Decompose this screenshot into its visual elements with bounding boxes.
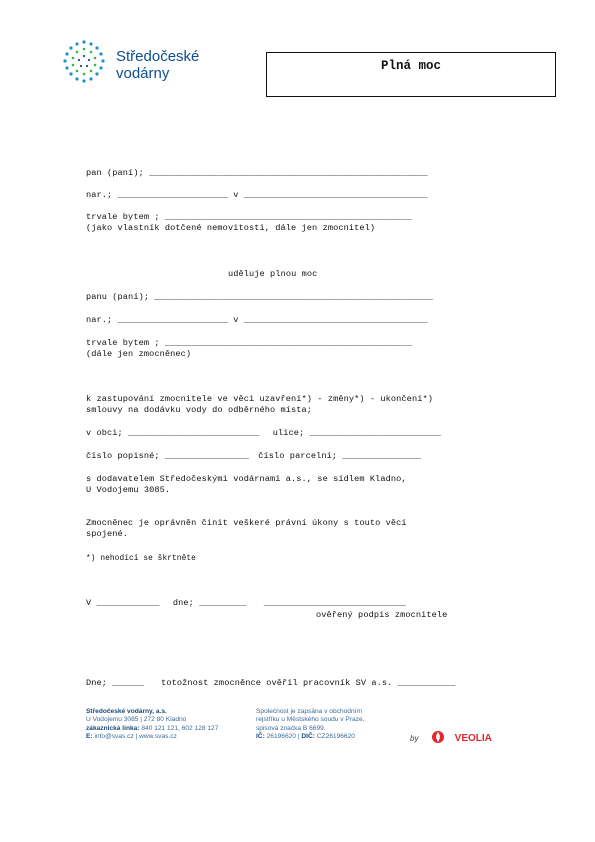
agent-born-field[interactable]: _____________________ (117, 315, 228, 325)
by-text: by (410, 734, 419, 743)
principal-name-label: pan (paní); (86, 168, 144, 178)
footer-company-block (86, 708, 218, 742)
signature-field[interactable]: ___________________________ (263, 598, 406, 608)
agent-residence-field[interactable]: _______________________________________________ (164, 338, 412, 348)
street-label: ulice; (272, 428, 305, 438)
purpose-line-1: k zastupování zmocnitele ve věci uzavření*) - změny*) - ukončení*) (86, 394, 433, 404)
footer-registry-line-3: spisová značka B 6699. (256, 724, 326, 732)
logo-line-1: Středočeské (116, 48, 200, 65)
parcel-number-field[interactable]: _______________ (342, 451, 422, 461)
logo-dots-icon (58, 38, 110, 86)
agent-name-row (86, 292, 433, 302)
footer-address: U Vodojemu 3085 | 272 80 Kladno (86, 716, 187, 724)
footer-registry-line-2: rejstříku u Městského soudu v Praze, (256, 716, 365, 724)
veolia-logo (410, 728, 492, 746)
footer-hotline: 840 121 121, 602 128 127 (141, 724, 219, 732)
grant-heading: uděluje plnou moc (228, 269, 318, 279)
footer-dic: CZ26196620 (316, 733, 355, 741)
house-number-field[interactable]: ________________ (164, 451, 249, 461)
principal-name-field[interactable]: _____________________________________________________ (149, 168, 428, 178)
agent-born-label: nar.; (86, 315, 113, 325)
footer-email-web[interactable]: info@svas.cz | www.svas.cz (94, 733, 177, 741)
footer-company-name: Středočeské vodárny, a.s. (86, 708, 167, 715)
signature-row (86, 598, 406, 608)
agent-residence-label: trvale bytem ; (86, 338, 160, 348)
footer-ico-label: IČ: (256, 733, 265, 741)
authority-line-1: Zmocněnec je oprávněn činit veškeré právní úkony s touto věcí (86, 518, 407, 528)
house-number-label: číslo popisné; (86, 451, 160, 461)
principal-born-label: nar.; (86, 190, 113, 200)
agent-note: (dále jen zmocněnec) (86, 349, 192, 359)
footer-ico: 26196620 (266, 733, 296, 741)
date-label: dne; (172, 598, 194, 608)
footer-email-label: E: (86, 733, 93, 741)
verification-date-label: Dne; (86, 678, 108, 688)
veolia-flame-icon (431, 730, 445, 744)
municipality-label: v obci; (86, 428, 123, 438)
company-logo (58, 38, 208, 86)
principal-born-field[interactable]: _____________________ (117, 190, 228, 200)
principal-in-label: v (233, 190, 239, 200)
place-field[interactable]: ____________ (96, 598, 160, 608)
agent-birth-row (86, 315, 428, 325)
agent-birthplace-field[interactable]: ___________________________________ (243, 315, 428, 325)
principal-note: (jako vlastník dotčené nemovitosti, dále jen zmocnitel) (86, 223, 376, 233)
footer-dic-label: DIČ: (301, 733, 315, 741)
principal-residence-field[interactable]: _______________________________________________ (164, 212, 412, 222)
verification-officer-field[interactable]: ___________ (397, 678, 456, 688)
date-field[interactable]: _________ (199, 598, 247, 608)
principal-residence-row (86, 212, 412, 222)
place-label: V (86, 598, 92, 608)
verification-row (86, 678, 456, 688)
principal-name-row (86, 168, 428, 178)
veolia-brand: VEOLIA (454, 733, 492, 744)
supplier-line-2: U Vodojemu 3085. (86, 485, 171, 495)
street-field[interactable]: _________________________ (309, 428, 442, 438)
principal-residence-label: trvale bytem ; (86, 212, 160, 222)
supplier-line-1: s dodavatelem Středočeskými vodárnami a.s., se sídlem Kladno, (86, 474, 407, 484)
agent-in-label: v (233, 315, 239, 325)
parcel-number-label: číslo parcelní; (258, 451, 338, 461)
footer-registry-block: Společnost je zapsána v obchodním rejstříku u Městského soudu v Praze, spisová značka B 6699. IČ: 26196620 | DIČ: CZ26196620 (256, 708, 365, 741)
verification-date-field[interactable]: ______ (112, 678, 144, 688)
logo-line-2: vodárny (116, 65, 170, 82)
verification-text: totožnost zmocněnce ověřil pracovník SV a.s. (161, 678, 393, 688)
purpose-line-2: smlouvy na dodávku vody do odběrného místa; (86, 405, 313, 415)
title-box (266, 52, 556, 97)
address-row-1 (86, 428, 441, 438)
signature-caption: ověřený podpis zmocnitele (316, 610, 448, 620)
agent-name-label: panu (paní); (86, 292, 150, 302)
address-row-2 (86, 451, 421, 461)
agent-name-field[interactable]: _____________________________________________________ (154, 292, 433, 302)
page-title: Plná moc (380, 59, 441, 73)
principal-birth-row (86, 190, 428, 200)
agent-residence-row (86, 338, 412, 348)
footnote: *) nehodící se škrtněte (86, 555, 196, 563)
municipality-field[interactable]: _________________________ (128, 428, 260, 438)
principal-birthplace-field[interactable]: ___________________________________ (243, 190, 428, 200)
footer-registry-line-1: Společnost je zapsána v obchodním (256, 708, 362, 715)
footer-hotline-label: zákaznická linka: (86, 724, 140, 732)
authority-line-2: spojené. (86, 529, 129, 539)
